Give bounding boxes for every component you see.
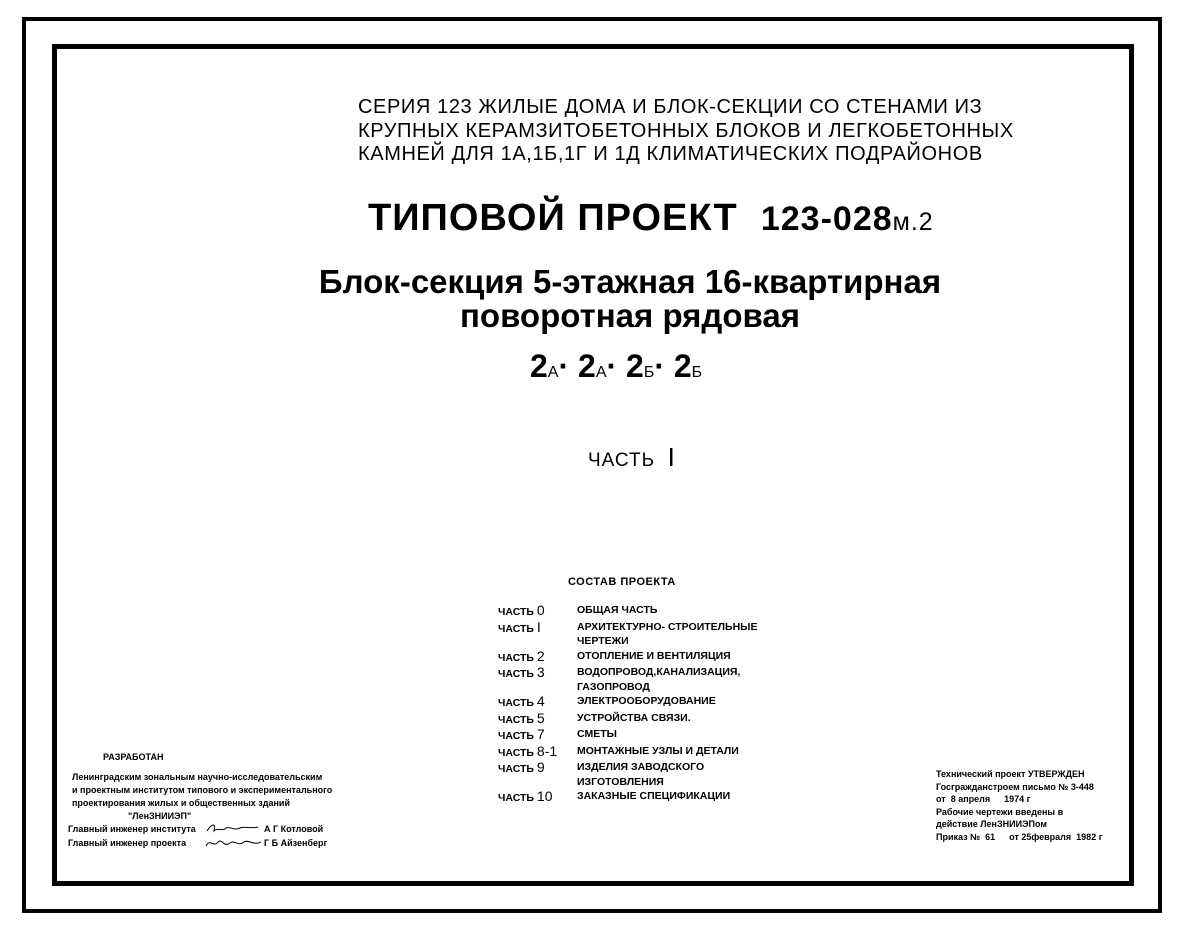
signature-role: Главный инженер проекта bbox=[68, 838, 187, 848]
composition-part-desc: ИЗДЕЛИЯ ЗАВОДСКОГО ИЗГОТОВЛЕНИЯ bbox=[577, 761, 705, 788]
composition-part-desc: ОБЩАЯ ЧАСТЬ bbox=[577, 604, 658, 616]
composition-item bbox=[498, 694, 777, 711]
composition-part-label: ЧАСТЬ 4 bbox=[498, 693, 545, 709]
block-title bbox=[270, 265, 990, 333]
signature-name: А Г Котловой bbox=[264, 824, 324, 834]
composition-part-desc: МОНТАЖНЫЕ УЗЛЫ И ДЕТАЛИ bbox=[577, 744, 739, 757]
composition-part-label: ЧАСТЬ 0 bbox=[498, 602, 545, 618]
part-number: I bbox=[667, 442, 676, 472]
approval-line-1: Технический проект УТВЕРЖДЕН bbox=[936, 769, 1085, 779]
composition-part-desc: ЭЛЕКТРООБОРУДОВАНИЕ bbox=[577, 695, 716, 707]
composition-item bbox=[498, 603, 777, 620]
composition-item bbox=[498, 727, 777, 744]
composition-part-desc: ОТОПЛЕНИЕ И ВЕНТИЛЯЦИЯ bbox=[577, 649, 731, 662]
composition-part-label: ЧАСТЬ 2 bbox=[498, 647, 545, 664]
developer-org-name: "ЛенЗНИИЭП" bbox=[128, 811, 192, 821]
signature-name: Г Б Айзенберг bbox=[264, 838, 328, 848]
composition-part-desc: АРХИТЕКТУРНО- СТРОИТЕЛЬНЫЕ ЧЕРТЕЖИ bbox=[577, 620, 758, 647]
approval-line-2: Госгражданстроем письмо № 3-448 bbox=[936, 781, 1094, 792]
project-number: 123-028 bbox=[760, 200, 893, 238]
code-4: 2Б bbox=[673, 348, 703, 384]
composition-item bbox=[498, 649, 777, 666]
developer-label: РАЗРАБОТАН bbox=[103, 752, 164, 762]
handwritten-signature-icon bbox=[204, 822, 264, 836]
developer-line-1: Ленинградским зональным научно-исследовательским bbox=[72, 772, 323, 782]
developer-line-3: проектирования жилых и общественных зданий bbox=[72, 798, 290, 808]
approval-line-3: от 8 апреля 1974 г bbox=[936, 794, 1031, 804]
developer-line-2: и проектным институтом типового и экспериментального bbox=[72, 785, 333, 795]
composition-part-desc: ВОДОПРОВОД,КАНАЛИЗАЦИЯ, ГАЗОПРОВОД bbox=[577, 666, 741, 693]
code-1: 2А bbox=[530, 348, 559, 384]
composition-list bbox=[498, 603, 777, 806]
code-3: 2Б bbox=[626, 348, 655, 384]
signature-row bbox=[68, 822, 327, 836]
composition-part-label: ЧАСТЬ 8-1 bbox=[498, 742, 558, 759]
section-codes: 2А· 2А· 2Б· 2Б bbox=[530, 348, 703, 384]
composition-item bbox=[498, 620, 777, 649]
series-line-2: КРУПНЫХ КЕРАМЗИТОБЕТОННЫХ БЛОКОВ И ЛЕГКОБЕТОННЫХ bbox=[358, 119, 1014, 142]
project-title bbox=[368, 197, 934, 240]
signature-role: Главный инженер института bbox=[68, 824, 196, 834]
signatures bbox=[68, 822, 327, 850]
composition-item bbox=[498, 760, 777, 789]
series-line-3: КАМНЕЙ ДЛЯ 1А,1Б,1Г И 1Д КЛИМАТИЧЕСКИХ ПОДРАЙОНОВ bbox=[358, 143, 983, 165]
composition-part-label: ЧАСТЬ 9 bbox=[498, 759, 545, 775]
approval-block bbox=[936, 768, 1102, 843]
part-label: ЧАСТЬ I bbox=[588, 442, 676, 472]
composition-part-label: ЧАСТЬ 7 bbox=[498, 726, 545, 742]
composition-part-label: ЧАСТЬ 10 bbox=[498, 788, 553, 804]
series-line-1: СЕРИЯ 123 ЖИЛЫЕ ДОМА И БЛОК-СЕКЦИИ СО СТЕНАМИ ИЗ bbox=[358, 96, 983, 118]
approval-line-4: Рабочие чертежи введены в bbox=[936, 806, 1064, 817]
signature-row bbox=[68, 836, 327, 850]
composition-item bbox=[498, 711, 777, 728]
composition-part-desc: УСТРОЙСТВА СВЯЗИ. bbox=[577, 711, 691, 724]
approval-line-6: Приказ № 61 от 25февраля 1982 г bbox=[936, 831, 1103, 842]
composition-part-label: ЧАСТЬ 5 bbox=[498, 709, 545, 726]
composition-item bbox=[498, 665, 777, 694]
composition-part-label: ЧАСТЬ 3 bbox=[498, 664, 545, 680]
block-title-line-2: поворотная рядовая bbox=[459, 297, 800, 334]
project-label: ТИПОВОЙ ПРОЕКТ bbox=[368, 197, 738, 239]
composition-part-desc: ЗАКАЗНЫЕ СПЕЦИФИКАЦИИ bbox=[577, 790, 731, 802]
handwritten-signature-icon bbox=[204, 836, 264, 850]
block-title-line-1: Блок-секция 5-этажная 16-квартирная bbox=[318, 263, 942, 300]
composition-item bbox=[498, 744, 777, 761]
series-heading bbox=[358, 96, 1014, 167]
code-2: 2А bbox=[578, 348, 607, 384]
approval-line-5: действие ЛенЗНИИЭПом bbox=[936, 819, 1047, 829]
composition-part-label: ЧАСТЬ I bbox=[498, 618, 541, 635]
developer-org bbox=[72, 771, 332, 823]
composition-part-desc: СМЕТЫ bbox=[577, 728, 617, 740]
composition-title: СОСТАВ ПРОЕКТА bbox=[568, 576, 676, 588]
project-suffix: м.2 bbox=[892, 208, 934, 236]
composition-item bbox=[498, 789, 777, 806]
